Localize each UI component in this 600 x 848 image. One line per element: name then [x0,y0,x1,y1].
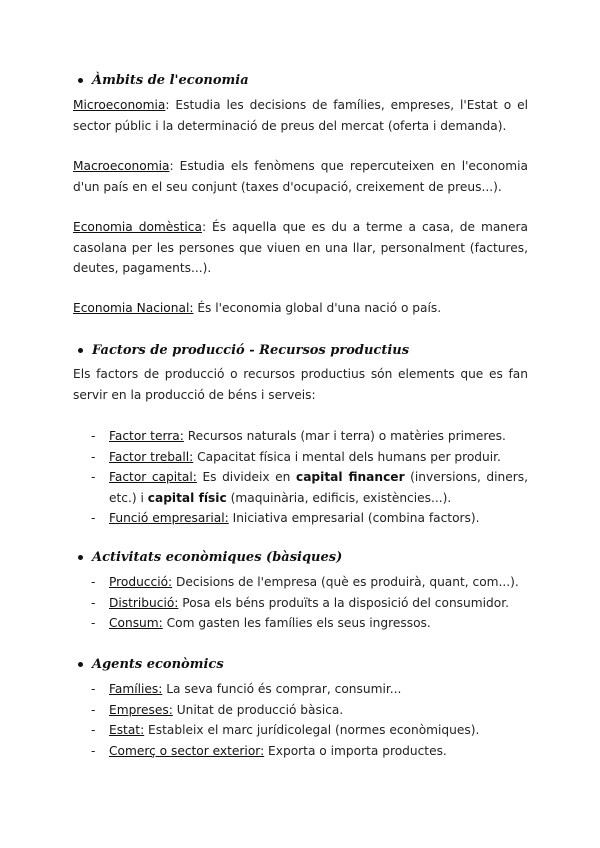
term-comerc: Comerç o sector exterior: [109,743,265,758]
dash-marker: - [91,449,96,464]
dash-marker: - [91,575,96,589]
dash-marker: - [91,682,96,696]
bullet-icon [78,555,83,560]
section-heading-agents: Agents econòmics [92,657,224,672]
term-factor-terra: Factor terra: [109,429,184,443]
list-item: - Producció: Decisions de l'empresa (què es produirà, quant, com...). [73,572,528,593]
paragraph-economia-domestica [73,217,528,279]
section-heading-ambits: Àmbits de l'economia [92,73,249,88]
list-item: - Distribució: Posa els béns produïts a la disposició del consumidor. [73,593,528,614]
paragraph-microeconomia [73,95,528,136]
section-heading-activitats: Activitats econòmiques (bàsiques) [92,550,342,565]
paragraph-factors-intro: Els factors de producció o recursos productius són elements que es fan servir en la producció de béns i serveis: [73,367,528,402]
term-distribucio: Distribució: [109,595,179,610]
section-heading-factors: Factors de producció - Recursos productius [92,343,409,358]
dash-marker: - [91,511,96,525]
definition-economia-nacional: És l'economia global d'una nació o país. [193,301,442,315]
list-item: - Famílies: La seva funció és comprar, consumir... [73,679,528,700]
list-agents [73,679,528,761]
term-families: Famílies: [109,682,163,696]
list-item: - Factor capital: Es divideix en capital financer (inversions, diners, etc.) i capital físic (maquinària, edificis, existències...). [73,467,528,508]
list-factors [73,426,528,529]
list-activitats [73,572,528,634]
term-factor-capital: Factor capital: [109,470,197,484]
dash-marker: - [91,723,96,737]
term-estat: Estat: [109,723,145,737]
term-macroeconomia: Macroeconomia [73,159,170,173]
bullet-icon [78,78,83,83]
list-item: - Funció empresarial: Iniciativa empresarial (combina factors). [73,508,528,529]
definition-macroeconomia: : Estudia els fenòmens que repercuteixen en l'economia d'un país en el seu conjunt (taxes d'ocupació, creixement de preus...). [73,159,528,194]
term-factor-treball: Factor treball: [109,449,194,464]
list-item: - Empreses: Unitat de producció bàsica. [73,700,528,721]
bullet-icon [78,662,83,667]
term-economia-nacional: Economia Nacional: [73,301,194,315]
term-microeconomia: Microeconomia [73,98,166,112]
dash-marker: - [91,470,96,484]
list-item: - Consum: Com gasten les famílies els seus ingressos. [73,613,528,634]
term-funcio-empresarial: Funció empresarial: [109,511,229,525]
term-consum: Consum: [109,616,163,630]
bullet-icon [78,348,83,353]
term-economia-domestica: Economia domèstica [73,220,202,234]
dash-marker: - [91,743,96,758]
paragraph-economia-nacional [73,298,528,319]
dash-marker: - [91,429,96,443]
term-produccio: Producció: [109,575,173,589]
term-empreses: Empreses: [109,702,173,717]
dash-marker: - [91,595,96,610]
list-item: - Factor terra: Recursos naturals (mar i terra) o matèries primeres. [73,426,528,447]
bold-capital-financer: capital financer [295,470,405,484]
paragraph-macroeconomia [73,156,528,197]
dash-marker: - [91,702,96,717]
definition-microeconomia: : Estudia les decisions de famílies, empreses, l'Estat o el sector públic i la determinació de preus del mercat (oferta i demanda). [73,98,528,133]
definition-economia-domestica: : És aquella que es du a terme a casa, de manera casolana per les persones que viuen en una llar, personalment (factures, deutes, pagaments...). [73,220,528,275]
bold-capital-fisic: capital físic [147,490,227,505]
list-item: - Comerç o sector exterior: Exporta o importa productes. [73,741,528,762]
list-item: - Estat: Estableix el marc jurídicolegal (normes econòmiques). [73,720,528,741]
dash-marker: - [91,616,96,630]
list-item: - Factor treball: Capacitat física i mental dels humans per produir. [73,447,528,468]
